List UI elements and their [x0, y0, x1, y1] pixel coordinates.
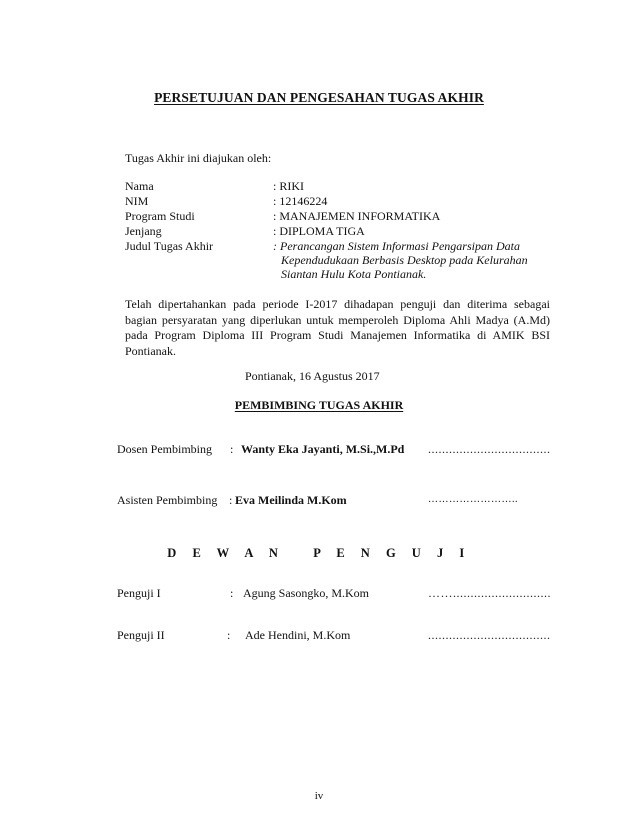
field-label-judul: Judul Tugas Akhir	[125, 239, 214, 253]
place-date: Pontianak, 16 Agustus 2017	[245, 369, 380, 383]
penguji2-colon: :	[227, 628, 231, 642]
dosen-label: Dosen Pembimbing	[117, 442, 212, 456]
penguji1-colon: :	[230, 586, 234, 600]
penguji2-signature-line: ...................................	[428, 628, 551, 642]
asisten-colon: :	[229, 493, 233, 507]
field-value-judul-line2: Kependudukaan Berbasis Desktop pada Kelurahan	[281, 253, 528, 267]
dosen-colon: :	[230, 442, 234, 456]
field-label-nama: Nama	[125, 179, 154, 193]
field-value-nim: : 12146224	[273, 194, 328, 208]
dosen-name: Wanty Eka Jayanti, M.Si.,M.Pd	[241, 442, 405, 456]
dosen-signature-line: ...................................	[428, 442, 551, 456]
penguji2-label: Penguji II	[117, 628, 165, 642]
field-value-nama: : RIKI	[273, 179, 304, 193]
field-label-jenjang: Jenjang	[125, 224, 162, 238]
field-value-jenjang: : DIPLOMA TIGA	[273, 224, 365, 238]
asisten-label: Asisten Pembimbing	[117, 493, 218, 507]
penguji1-signature-line: ……............................	[428, 586, 551, 600]
dewan-penguji-heading: D E W A N P E N G U J I	[167, 546, 471, 560]
field-label-nim: NIM	[125, 194, 149, 208]
asisten-signature-line: ……………………..	[428, 494, 518, 505]
penguji1-name: Agung Sasongko, M.Kom	[243, 586, 370, 600]
intro-text: Tugas Akhir ini diajukan oleh:	[125, 151, 272, 165]
page-title: PERSETUJUAN DAN PENGESAHAN TUGAS AKHIR	[154, 90, 484, 105]
field-value-prodi: : MANAJEMEN INFORMATIKA	[273, 209, 441, 223]
field-value-judul-line1: : Perancangan Sistem Informasi Pengarsipan Data	[273, 239, 520, 253]
field-label-prodi: Program Studi	[125, 209, 195, 223]
asisten-name: Eva Meilinda M.Kom	[235, 493, 347, 507]
page-number: iv	[314, 790, 324, 802]
approval-paragraph: Telah dipertahankan pada periode I-2017 dihadapan penguji dan diterima sebagai bagian persyaratan yang diperlukan untuk memperoleh Diploma Ahli Madya (A.Md) pada Program Diploma III Program Studi Manajemen Informatika di AMIK BSI Pontianak.	[125, 297, 550, 358]
penguji1-label: Penguji I	[117, 586, 161, 600]
pembimbing-heading: PEMBIMBING TUGAS AKHIR	[234, 398, 404, 412]
penguji2-name: Ade Hendini, M.Kom	[245, 628, 351, 642]
field-value-judul-line3: Siantan Hulu Kota Pontianak.	[281, 267, 427, 281]
